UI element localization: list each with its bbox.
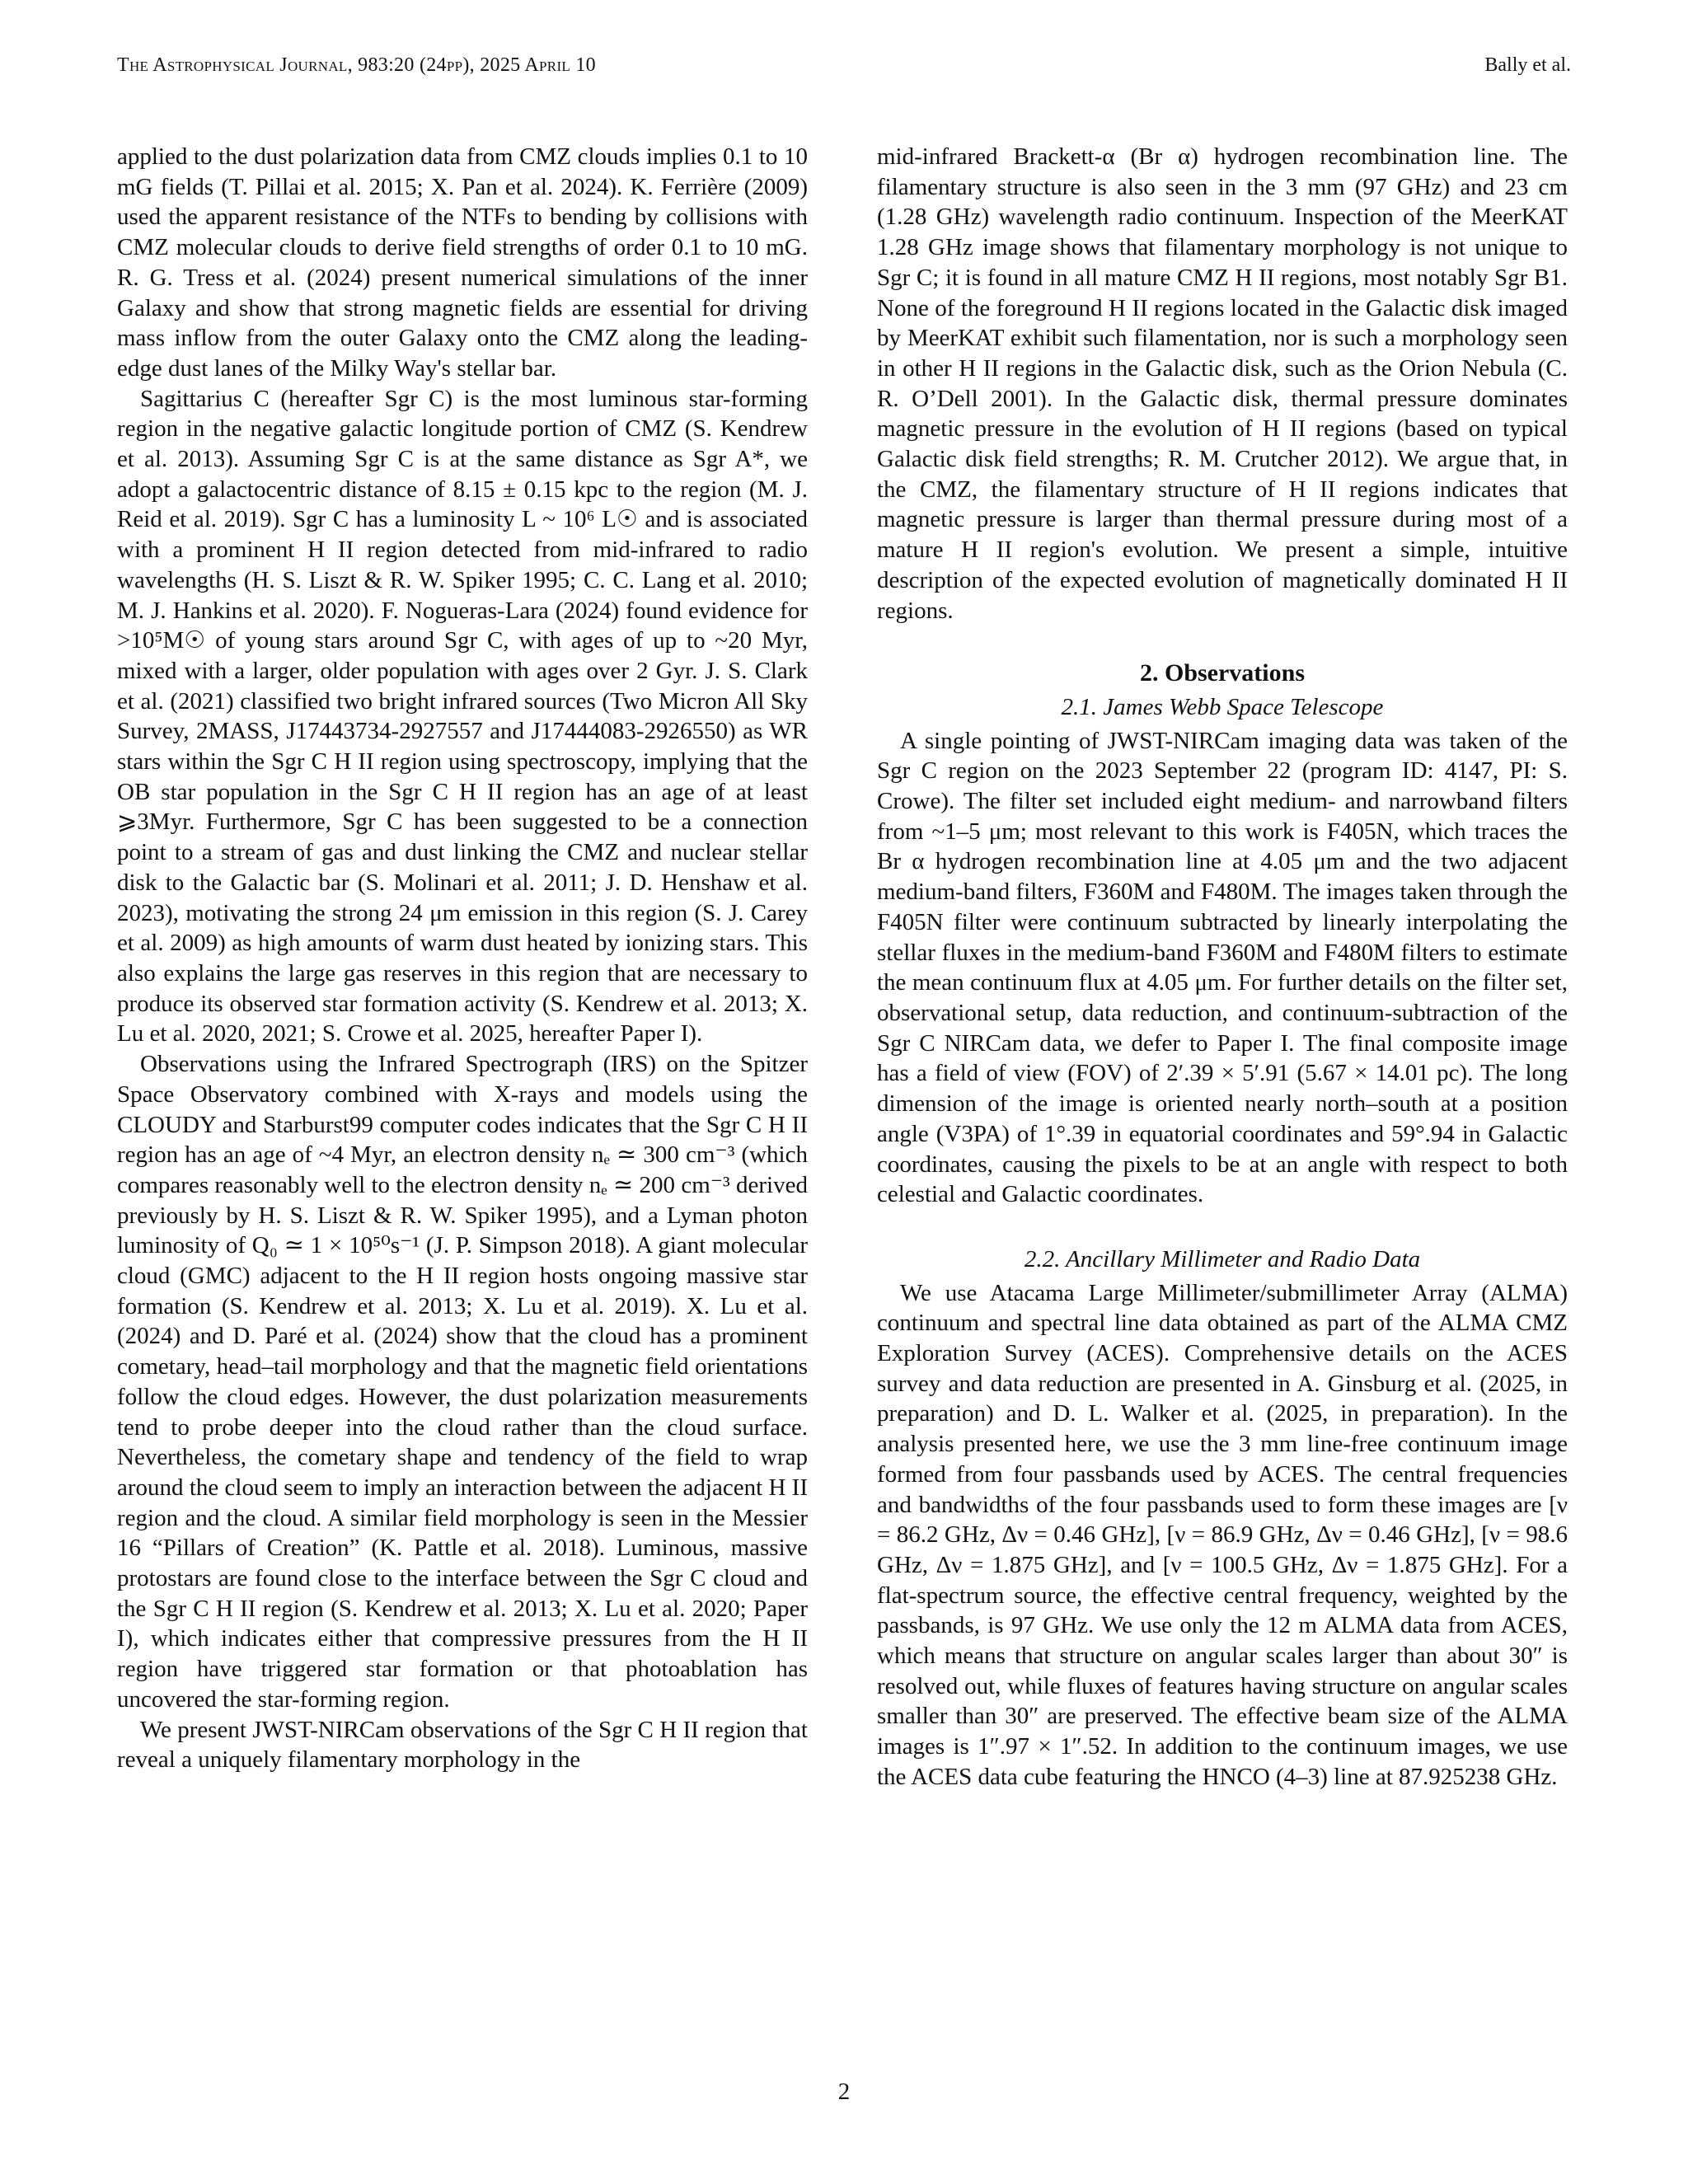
subsection-heading-jwst: 2.1. James Webb Space Telescope bbox=[1061, 693, 1384, 720]
right-paragraph-3: We use Atacama Large Millimeter/submillimeter Array (ALMA) continuum and spectral line data obtained as part of the ALMA CMZ Exploration Survey (ACES). Comprehensive details on the ACES survey and data reduction are presented in A. Ginsburg et al. (2025, in preparation) and D. L. Walker et al. (2025, in preparation). In the analysis presented here, we use the 3 mm line-free continuum image formed from four passbands used by ACES. The central frequencies and bandwidths of the four passbands used to form these images are [ν = 86.2 GHz, Δν = 0.46 GHz], [ν = 86.9 GHz, Δν = 0.46 GHz], [ν = 98.6 GHz, Δν = 1.875 GHz], and [ν = 100.5 GHz, Δν = 1.875 GHz]. For a flat-spectrum source, the effective central frequency, weighted by the passbands, is 97 GHz. We use only the 12 m ALMA data from ACES, which means that structure on angular scales larger than about 30″ is resolved out, while fluxes of features having structure on angular scales smaller than 30″ are preserved. The effective beam size of the ALMA images is 1″.97 × 1″.52. In addition to the continuum images, we use the ACES data cube featuring the HNCO (4–3) line at 87.925238 GHz. bbox=[877, 1279, 1568, 1790]
section-heading-observations: 2. Observations bbox=[1139, 659, 1305, 687]
page-number: 2 bbox=[837, 2079, 851, 2105]
left-paragraph-1: applied to the dust polarization data from CMZ clouds implies 0.1 to 10 mG fields (T. Pillai et al. 2015; X. Pan et al. 2024). K. Ferrière (2009) used the apparent resistance of the NTFs to bending by collisions with CMZ molecular clouds to derive field strengths of order 0.1 to 10 mG. R. G. Tress et al. (2024) present numerical simulations of the inner Galaxy and show that strong magnetic fields are essential for driving mass inflow from the outer Galaxy onto the CMZ along the leading-edge dust lanes of the Milky Way's stellar bar. bbox=[117, 143, 808, 382]
running-authors: Bally et al. bbox=[1484, 54, 1571, 76]
left-paragraph-4: We present JWST-NIRCam observations of the Sgr C H II region that reveal a uniquely filamentary morphology in the bbox=[117, 1716, 808, 1774]
left-column bbox=[117, 142, 808, 1775]
left-paragraph-2: Sagittarius C (hereafter Sgr C) is the most luminous star-forming region in the negative galactic longitude portion of CMZ (S. Kendrew et al. 2013). Assuming Sgr C is at the same distance as Sgr A*, we adopt a galactocentric distance of 8.15 ± 0.15 kpc to the region (M. J. Reid et al. 2019). Sgr C has a luminosity L ~ 10⁶ L☉ and is associated with a prominent H II region detected from mid-infrared to radio wavelengths (H. S. Liszt & R. W. Spiker 1995; C. C. Lang et al. 2010; M. J. Hankins et al. 2020). F. Nogueras-Lara (2024) found evidence for >10⁵M☉ of young stars around Sgr C, with ages of up to ~20 Myr, mixed with a larger, older population with ages over 2 Gyr. J. S. Clark et al. (2021) classified two bright infrared sources (Two Micron All Sky Survey, 2MASS, J17443734-2927557 and J17444083-2926550) as WR stars within the Sgr C H II region using spectroscopy, implying that the OB star population in the Sgr C H II region has an age of at least ⩾3Myr. Furthermore, Sgr C has been suggested to be a connection point to a stream of gas and dust linking the CMZ and nuclear stellar disk to the Galactic bar (S. Molinari et al. 2011; J. D. Henshaw et al. 2023), motivating the strong 24 μm emission in this region (S. J. Carey et al. 2009) as high amounts of warm dust heated by ionizing stars. This also explains the large gas reserves in this region that are necessary to produce its observed star formation activity (S. Kendrew et al. 2013; X. Lu et al. 2020, 2021; S. Crowe et al. 2025, hereafter Paper I). bbox=[117, 385, 808, 1047]
right-column bbox=[877, 142, 1568, 1793]
journal-citation: The Astrophysical Journal, 983:20 (24pp), 2025 April 10 bbox=[117, 54, 596, 76]
running-header bbox=[117, 54, 1571, 82]
left-paragraph-3: Observations using the Infrared Spectrograph (IRS) on the Spitzer Space Observatory combined with X-rays and models using the CLOUDY and Starburst99 computer codes indicates that the Sgr C H II region has an age of ~4 Myr, an electron density nₑ ≃ 300 cm⁻³ (which compares reasonably well to the electron density nₑ ≃ 200 cm⁻³ derived previously by H. S. Liszt & R. W. Spiker 1995), and a Lyman photon luminosity of Q₀ ≃ 1 × 10⁵⁰s⁻¹ (J. P. Simpson 2018). A giant molecular cloud (GMC) adjacent to the H II region hosts ongoing massive star formation (S. Kendrew et al. 2013; X. Lu et al. 2019). X. Lu et al. (2024) and D. Paré et al. (2024) show that the cloud has a prominent cometary, head–tail morphology and that the magnetic field orientations follow the cloud edges. However, the dust polarization measurements tend to probe deeper into the cloud rather than the cloud surface. Nevertheless, the cometary shape and tendency of the field to wrap around the cloud seem to imply an interaction between the adjacent H II region and the cloud. A similar field morphology is seen in the Messier 16 “Pillars of Creation” (K. Pattle et al. 2018). Luminous, massive protostars are found close to the interface between the Sgr C cloud and the Sgr C H II region (S. Kendrew et al. 2013; X. Lu et al. 2020; Paper I), which indicates either that compressive pressures from the H II region have triggered star formation or that photoablation has uncovered the star-forming region. bbox=[117, 1051, 808, 1713]
right-paragraph-1: mid-infrared Brackett-α (Br α) hydrogen recombination line. The filamentary structure is also seen in the 3 mm (97 GHz) and 23 cm (1.28 GHz) wavelength radio continuum. Inspection of the MeerKAT 1.28 GHz image shows that filamentary morphology is not unique to Sgr C; it is found in all mature CMZ H II regions, most notably Sgr B1. None of the foreground H II regions located in the Galactic disk imaged by MeerKAT exhibit such filamentation, nor is such a morphology seen in other H II regions in the Galactic disk, such as the Orion Nebula (C. R. O’Dell 2001). In the Galactic disk, thermal pressure dominates magnetic pressure in the evolution of H II regions (based on typical Galactic disk field strengths; R. M. Crutcher 2012). We argue that, in the CMZ, the filamentary structure of H II regions indicates that magnetic pressure is larger than thermal pressure during most of a mature H II region's evolution. We present a simple, intuitive description of the expected evolution of magnetically dominated H II regions. bbox=[877, 143, 1568, 624]
right-paragraph-2: A single pointing of JWST-NIRCam imaging data was taken of the Sgr C region on the 2023 September 22 (program ID: 4147, PI: S. Crowe). The filter set included eight medium- and narrowband filters from ~1–5 μm; most relevant to this work is F405N, which traces the Br α hydrogen recombination line at 4.05 μm and the two adjacent medium-band filters, F360M and F480M. The images taken through the F405N filter were continuum subtracted by linearly interpolating the stellar fluxes in the medium-band F360M and F480M filters to estimate the mean continuum flux at 4.05 μm. For further details on the filter set, observational setup, data reduction, and continuum-subtraction of the Sgr C NIRCam data, we defer to Paper I. The final composite image has a field of view (FOV) of 2ʹ.39 × 5ʹ.91 (5.67 × 14.01 pc). The long dimension of the image is oriented nearly north–south at a position angle (V3PA) of 1°.39 in equatorial coordinates and 59°.94 in Galactic coordinates, causing the pixels to be at an angle with respect to both celestial and Galactic coordinates. bbox=[877, 727, 1568, 1208]
subsection-heading-ancillary: 2.2. Ancillary Millimeter and Radio Data bbox=[1024, 1245, 1421, 1272]
